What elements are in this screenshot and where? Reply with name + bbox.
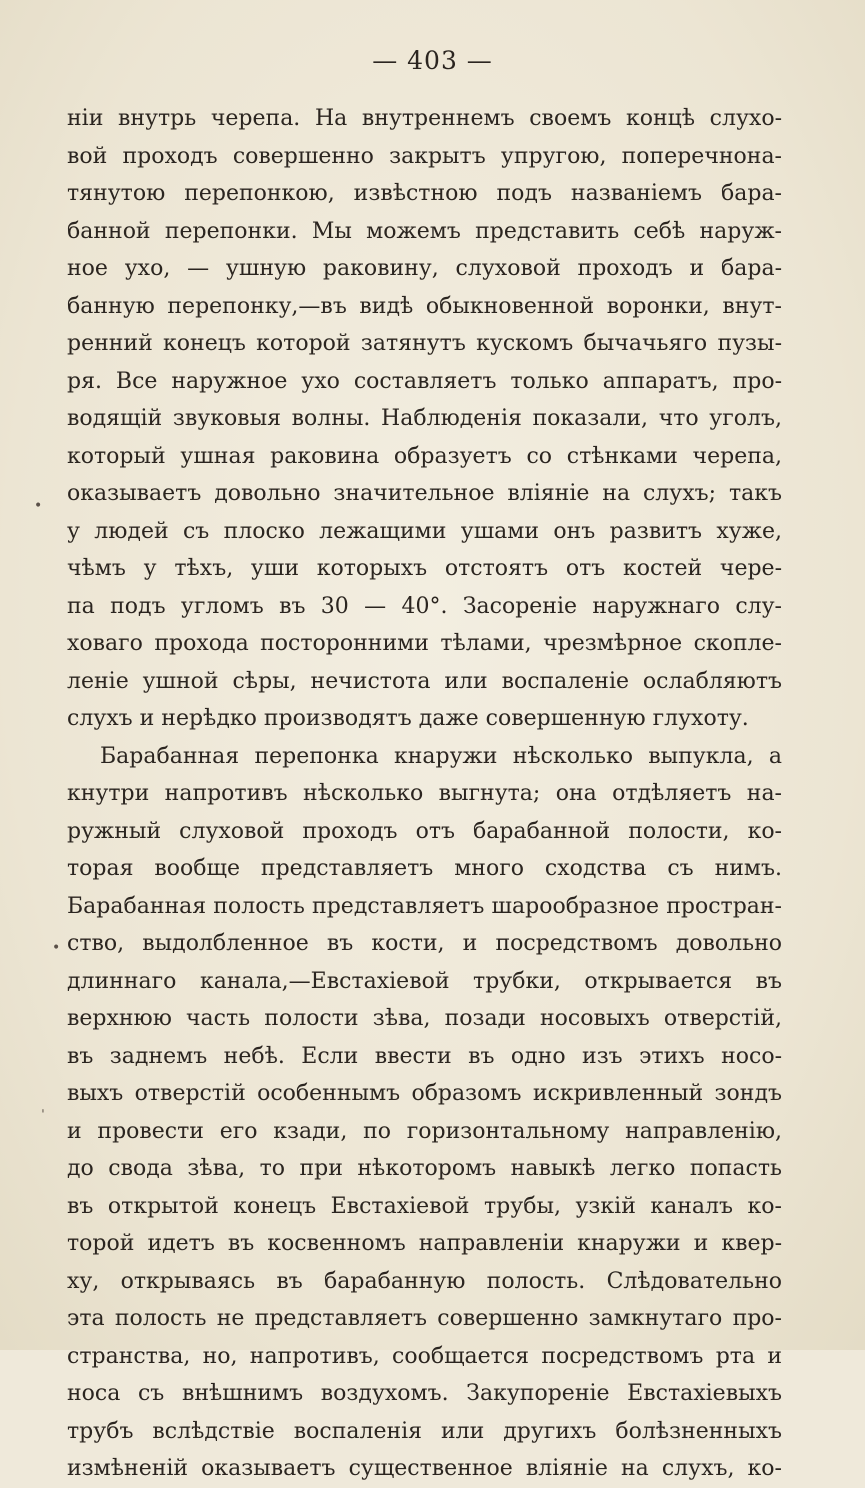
text-line: водящiй звуковыя волны. Наблюденiя показали, что уголъ,: [67, 406, 782, 431]
text-line: въ открытой конецъ Евстахiевой трубы, узкiй каналъ ко-: [67, 1193, 782, 1219]
text-line: ху, открываясь въ барабанную полость. Слѣдовательно: [67, 1268, 782, 1294]
text-line: трубъ вслѣдствiе воспаленiя или другихъ болѣзненныхъ: [67, 1418, 782, 1444]
text-line: оказываетъ довольно значительное влiянiе на слухъ; такъ: [67, 481, 782, 506]
text-line: который ушная раковина образуетъ со стѣнками черепа,: [67, 443, 782, 469]
text-line: нiи внутрь черепа. На внутреннемъ своемъ концѣ слухо-: [67, 106, 782, 131]
text-line: верхнюю часть полости зѣва, позади носовыхъ отверстiй,: [67, 1006, 782, 1031]
body-text: [67, 100, 782, 1488]
text-line: слухъ и нерѣдко производятъ даже совершенную глухоту.: [67, 706, 749, 731]
text-line: Барабанная перепонка кнаружи нѣсколько выпукла, а: [100, 743, 782, 769]
page-number: — 403 —: [372, 46, 493, 75]
text-line: ренний конецъ которой затянутъ кускомъ бычачьяго пузы-: [67, 331, 782, 356]
text-line: торой идетъ въ косвенномъ направленiи кнаружи и квер-: [67, 1231, 782, 1256]
text-line: выхъ отверстiй особеннымъ образомъ искривленный зондъ: [67, 1081, 782, 1106]
text-line: ря. Все наружное ухо составляетъ только аппаратъ, про-: [67, 368, 782, 394]
text-line: странства, но, напротивъ, сообщается посредствомъ рта и: [67, 1343, 782, 1369]
text-line: кнутри напротивъ нѣсколько выгнута; она отдѣляетъ на-: [67, 781, 782, 806]
text-line: ство, выдолбленное въ кости, и посредствомъ довольно: [67, 931, 782, 956]
text-line: банную перепонку,—въ видѣ обыкновенной воронки, внут-: [67, 293, 782, 319]
text-line: вой проходъ совершенно закрытъ упругою, поперечнона-: [67, 143, 782, 169]
text-line: ленiе ушной сѣры, нечистота или воспаленiе ослабляютъ: [67, 668, 782, 694]
text-line: тянутою перепонкою, извѣстною подъ названiемъ бара-: [67, 181, 782, 206]
text-line: эта полость не представляетъ совершенно замкнутаго про-: [67, 1306, 782, 1331]
margin-speck: •: [52, 940, 61, 956]
text-line: измѣненiй оказываетъ существенное влiянiе на слухъ, ко-: [67, 1456, 782, 1481]
text-line: торая вообще представляетъ много сходства съ нимъ.: [67, 856, 782, 881]
text-line: длиннаго канала,—Евстахiевой трубки, открывается въ: [67, 968, 782, 994]
text-line: ружный слуховой проходъ отъ барабанной полости, ко-: [67, 818, 782, 844]
text-line: Барабанная полость представляетъ шарообразное простран-: [67, 893, 782, 919]
text-line: у людей съ плоско лежащими ушами онъ развитъ хуже,: [67, 518, 782, 544]
text-line: чѣмъ у тѣхъ, уши которыхъ отстоятъ отъ костей чере-: [67, 556, 782, 581]
text-line: ное ухо, — ушную раковину, слуховой проходъ и бара-: [67, 256, 782, 281]
text-line: до свода зѣва, то при нѣкоторомъ навыкѣ легко попасть: [67, 1156, 782, 1181]
text-line: носа съ внѣшнимъ воздухомъ. Закупоренiе Евстахiевыхъ: [67, 1381, 782, 1406]
text-line: въ заднемъ небѣ. Если ввести въ одно изъ этихъ носо-: [67, 1043, 782, 1069]
text-line: и провести его кзади, по горизонтальному направленiю,: [67, 1118, 782, 1144]
margin-speck: •: [34, 498, 43, 514]
text-line: па подъ угломъ въ 30 — 40°. Засоренiе наружнаго слу-: [67, 593, 782, 619]
text-line: банной перепонки. Мы можемъ представить себѣ наруж-: [67, 218, 782, 244]
margin-speck: ˈ: [41, 1108, 45, 1124]
text-line: ховаго прохода посторонними тѣлами, чрезмѣрное скопле-: [67, 631, 782, 656]
